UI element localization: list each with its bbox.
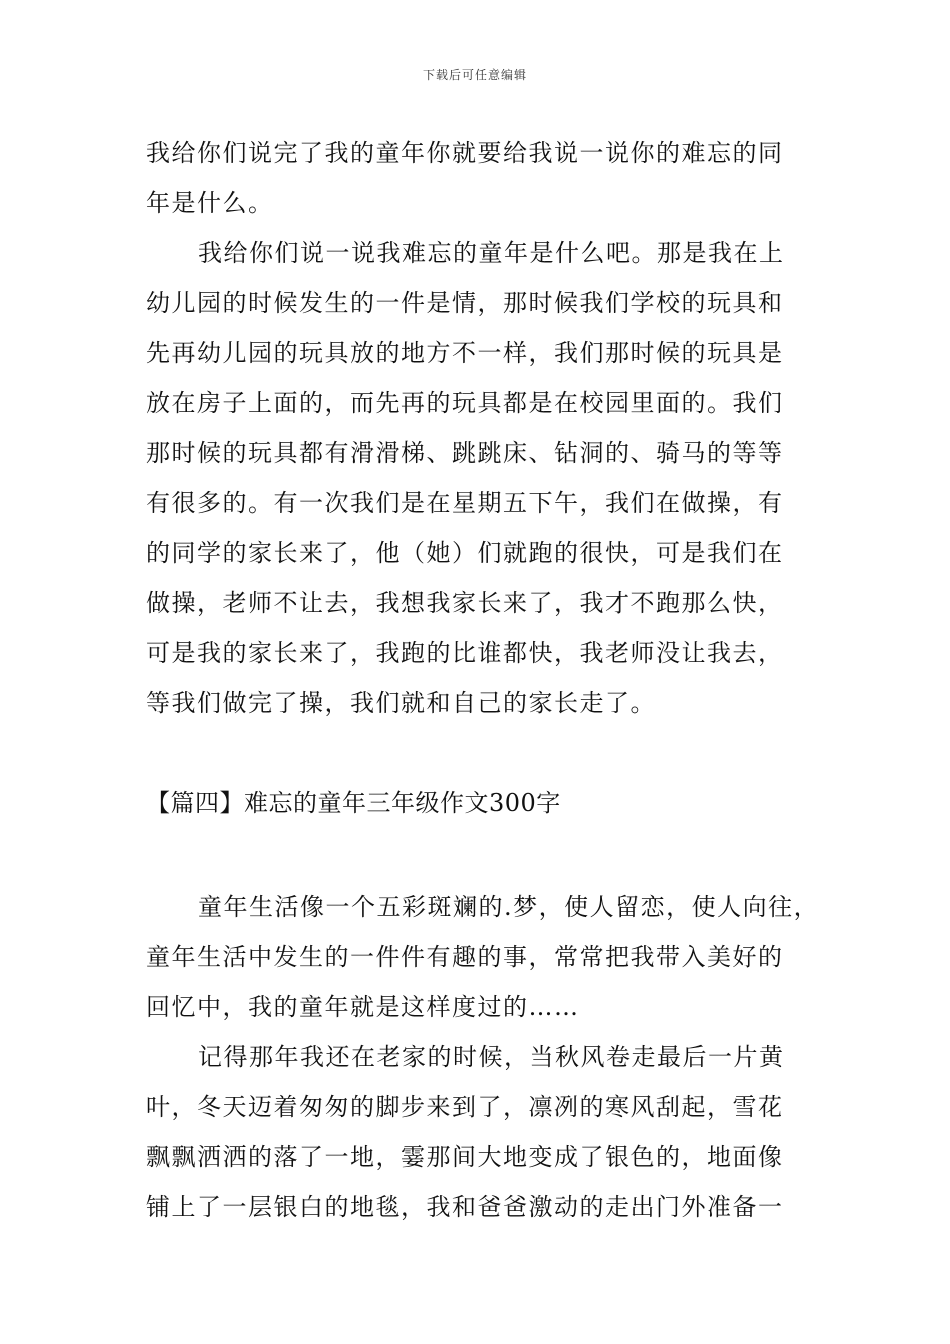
text-line: 年是什么。	[146, 189, 274, 217]
page-header: 下载后可任意编辑	[422, 68, 527, 82]
text-line: 我给你们说完了我的童年你就要给我说一说你的难忘的同	[146, 139, 784, 167]
text-line: 铺上了一层银白的地毯，我和爸爸激动的走出门外准备一	[146, 1193, 784, 1221]
paragraph-2	[146, 228, 810, 728]
text-line: 的同学的家长来了，他（她）们就跑的很快，可是我们在	[146, 539, 784, 567]
text-line: 先再幼儿园的玩具放的地方不一样，我们那时候的玩具是	[146, 339, 784, 367]
text-line: 童年生活中发生的一件件有趣的事，常常把我带入美好的	[146, 943, 784, 971]
text-line: 那时候的玩具都有滑滑梯、跳跳床、钻洞的、骑马的等等	[146, 439, 784, 467]
text-line: 记得那年我还在老家的时候，当秋风卷走最后一片黄	[198, 1043, 785, 1071]
text-line: 做操，老师不让去，我想我家长来了，我才不跑那么快，	[146, 589, 784, 617]
text-line: 回忆中，我的童年就是这样度过的……	[146, 993, 580, 1021]
text-line: 飘飘洒洒的落了一地，霎那间大地变成了银色的，地面像	[146, 1143, 784, 1171]
text-line: 幼儿园的时候发生的一件是情，那时候我们学校的玩具和	[146, 289, 784, 317]
text-line: 可是我的家长来了，我跑的比谁都快，我老师没让我去，	[146, 639, 784, 667]
text-line: 等我们做完了操，我们就和自己的家长走了。	[146, 689, 656, 717]
spacer	[146, 728, 810, 778]
paragraph-1	[146, 128, 810, 228]
text-line: 我给你们说一说我难忘的童年是什么吧。那是我在上	[198, 239, 785, 267]
spacer	[146, 828, 810, 882]
text-line: 叶，冬天迈着匆匆的脚步来到了，凛冽的寒风刮起，雪花	[146, 1093, 784, 1121]
paragraph-3	[146, 882, 820, 1032]
section-title: 【篇四】难忘的童年三年级作文300字	[146, 789, 561, 817]
document-body	[146, 128, 820, 1232]
text-line: 放在房子上面的，而先再的玩具都是在校园里面的。我们	[146, 389, 784, 417]
paragraph-4	[146, 1032, 810, 1232]
text-line: 童年生活像一个五彩斑斓的.梦，使人留恋，使人向往，	[198, 893, 820, 921]
text-line: 有很多的。有一次我们是在星期五下午，我们在做操，有	[146, 489, 784, 517]
